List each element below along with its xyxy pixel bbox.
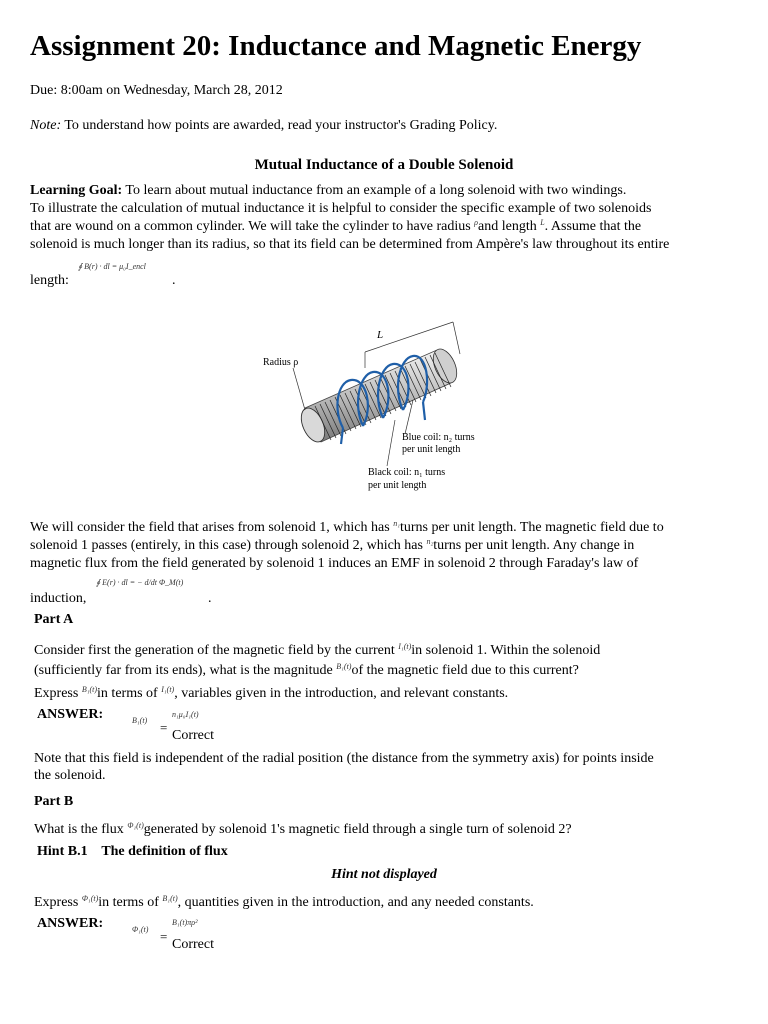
solenoid-illustration [255,310,505,500]
part-a-answer-value: n₁μ₀I₁(t) [172,710,199,719]
double-solenoid-figure [255,310,505,500]
part-b-express-c: , quantities given in the introduction, and any needed constants. [177,895,534,910]
ampere-law-equation: ∮ B(r) · dl = μ₀I_encl [78,262,146,271]
hint-status: Hint not displayed [331,867,437,882]
intro-line-2 [30,218,641,237]
part-a-express-a: Express [34,686,82,701]
length-symbol: L [540,218,545,227]
part-b-express-a: Express [34,895,82,910]
note-label: Note: [30,118,62,133]
part-b-answer-lhs: Φ₁(t) [132,925,149,934]
figure-black-coil-label-2: per unit length [368,480,427,491]
phi1-symbol: Φ₁(t) [127,821,144,830]
intro-line-4 [30,272,69,290]
part-a-express [34,685,508,704]
page-title: Assignment 20: Inductance and Magnetic Energy [30,30,642,62]
n1-symbol: n₁ [393,519,400,528]
part-a-question-line-1 [34,642,600,661]
i1-symbol-express: I₁(t) [161,685,175,694]
part-b-correct: Correct [172,937,214,952]
figure-length-label: L [377,329,384,341]
intro-line-2-a: that are wound on a common cylinder. We will take the cylinder to have radius [30,219,475,234]
phi1-symbol-express: Φ₁(t) [81,894,99,903]
part-b-q-b: generated by solenoid 1's magnetic field through a single turn of solenoid 2? [143,822,572,837]
hint-b1-link[interactable]: Hint B.1 The definition of flux [37,844,228,859]
field-para-line-2 [30,537,634,556]
part-a-express-c: , variables given in the introduction, and relevant constants. [174,686,509,701]
figure-radius-label: Radius ρ [263,357,299,368]
part-b-q-a: What is the flux [34,822,128,837]
field-para-line-1 [30,519,664,538]
figure-blue-coil-label-2: per unit length [402,444,461,455]
black-coil-leader-line [387,420,395,466]
part-a-q2-a: (sufficiently far from its ends), what is the magnitude [34,663,337,678]
part-b-answer-label: ANSWER: [37,916,104,931]
learning-goal [30,182,626,200]
part-b-express [34,894,534,913]
field-para-line-4: induction, [30,591,87,606]
part-a-q1-a: Consider first the generation of the magnetic field by the current [34,643,399,658]
field-para-line-1-a: We will consider the field that arises from solenoid 1, which has [30,520,394,535]
field-para-line-2-a: solenoid 1 passes (entirely, in this case) through solenoid 2, which has [30,538,427,553]
field-para-line-4-period: . [208,591,212,606]
b1-symbol-express: B₁(t) [81,685,98,694]
intro-line-1: To illustrate the calculation of mutual inductance it is helpful to consider the specific example of two solenoids [30,201,652,216]
due-date: Due: 8:00am on Wednesday, March 28, 2012 [30,83,283,98]
figure-black-coil-label-1: Black coil: n₁ turns [368,467,446,478]
intro-line-4-text: length: [30,273,69,288]
part-a-equals: = [160,720,168,735]
section-title: Mutual Inductance of a Double Solenoid [254,157,514,173]
part-a-express-b: in terms of [97,686,162,701]
part-b-express-b: in terms of [98,895,163,910]
grading-note [30,117,497,135]
intro-line-2-c: . Assume that the [544,219,642,234]
part-b-equals: = [160,929,168,944]
part-b-title: Part B [34,794,74,809]
part-a-q1-b: in solenoid 1. Within the solenoid [411,643,601,658]
intro-line-3: solenoid is much longer than its radius, so that its field can be determined from Ampère's law throughout its entire [30,237,670,252]
part-a-note-line-2: the solenoid. [34,768,106,783]
n2-symbol: n₂ [426,537,434,546]
learning-goal-label: Learning Goal: [30,183,123,198]
part-a-question-line-2 [34,662,579,681]
part-a-answer-label: ANSWER: [37,707,104,722]
b1-symbol-part-b: B₁(t) [162,894,178,903]
part-a-answer-lhs: B₁(t) [132,716,148,725]
part-a-q2-b: of the magnetic field due to this current? [351,663,579,678]
radius-leader-line [293,368,305,410]
field-para-line-1-b: turns per unit length. The magnetic field due to [399,520,664,535]
part-a-note-line-1: Note that this field is independent of the radial position (the distance from the symmetry axis) for points inside [34,751,654,766]
cylinder [297,345,462,445]
part-b-answer-value: B₁(t)πρ² [172,918,198,927]
part-a-correct: Correct [172,728,214,743]
faraday-law-equation: ∮ E(r) · dl = − d/dt Φ_M(t) [96,578,184,587]
b1-symbol: B₁(t) [336,662,352,671]
field-para-line-2-b: turns per unit length. Any change in [433,538,635,553]
note-text: To understand how points are awarded, read your instructor's Grading Policy. [61,118,498,133]
learning-goal-text: To learn about mutual inductance from an example of a long solenoid with two windings. [122,183,627,198]
i1-symbol: I₁(t) [398,642,412,651]
intro-line-4-period: . [172,273,176,288]
figure-blue-coil-label-1: Blue coil: n₂ turns [402,432,475,443]
rho-symbol: ρ [474,218,478,227]
part-b-question [34,821,572,840]
field-para-line-3: magnetic flux from the field generated by solenoid 1 induces an EMF in solenoid 2 through Faraday's law of [30,556,639,571]
part-a-title: Part A [34,612,74,627]
intro-line-2-b: and length [478,219,541,234]
